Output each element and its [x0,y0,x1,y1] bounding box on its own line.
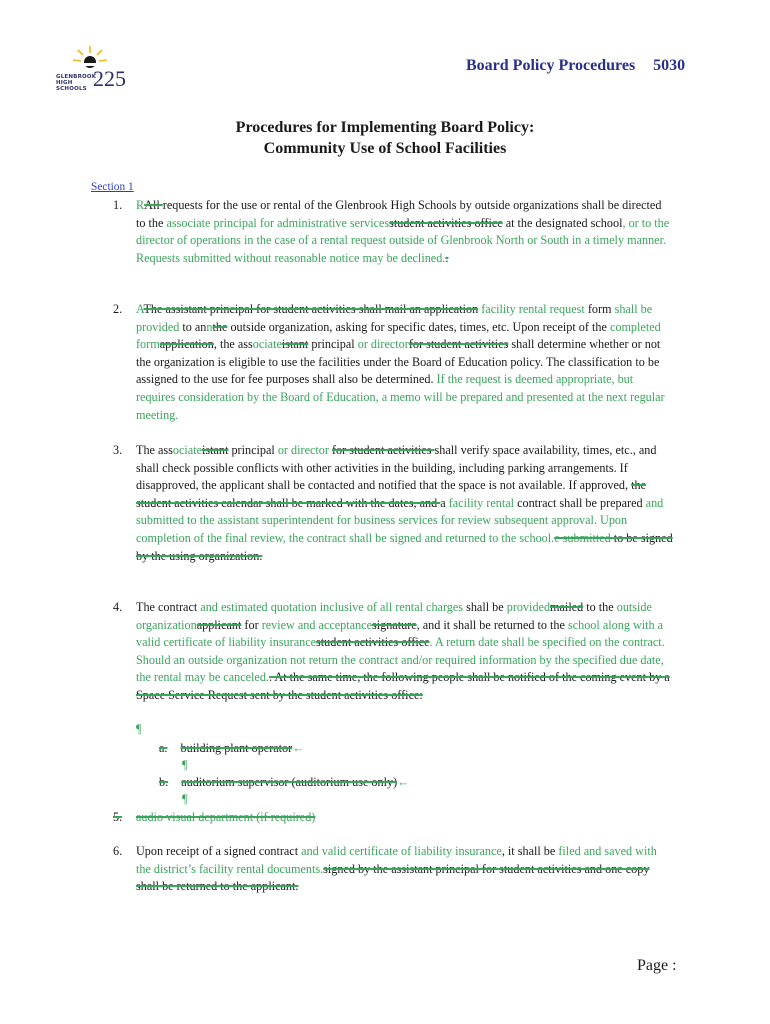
pilcrow-mark: ¶ [182,758,188,772]
line-break-arrow-icon: ← [397,775,410,789]
title-line-2: Community Use of School Facilities [263,140,507,157]
item-text: The contract and estimated quotation inclusive of all rental charges shall be providedmailed to the outside organizationapplicant for review and acceptancesignature, and it shall be returned to the school along with a valid certificate of liability insurancestudent activities office. A return date shall be specified on the contract. Should an outside organization not return the contract and/or required information by the specified due date, the rental may be canceled.. At the same time, the following people shall be notified of the coming event by a Space Service Request sent by the student activities office: [136,600,670,702]
policy-code: 5030 [653,57,686,74]
item-number: 1. [113,198,123,212]
section-label: Section 1 [91,181,134,193]
list-item [113,301,673,424]
list-item [113,197,673,267]
pilcrow-mark: ¶ [182,792,188,806]
item-text: AThe assistant principal for student activities shall mail an application facility rental request form shall be provided to annthe outside organization, asking for specific dates, times, etc. Upon receipt of the completed formapplication, the associateistant principal or directorfor student activities shall determine whether or not the organization is eligible to use the facilities under the Board of Education policy. The classification to be assigned to the use for fee purposes shall also be determined. If the request is deemed appropriate, but requires consideration by the Board of Education, a memo will be prepared and presented at the next regular meeting. [136,302,665,422]
sub-item-letter: a. [159,741,168,755]
item-number: 2. [113,302,123,316]
item-text: RAll requests for the use or rental of the Glenbrook High Schools by outside organizations shall be directed to the associate principal for administrative servicesstudent activities office at the designated school, or to the director of operations in the case of a rental request outside of Glenbrook North or South in a timely manner. Requests submitted without reasonable notice may be declined.. [136,198,670,265]
sub-item [159,774,409,792]
sub-item [159,740,304,758]
list-item [113,442,673,565]
item-number: 5. [113,810,123,824]
line-break-arrow-icon: ← [292,741,305,755]
item-number: 6. [113,844,123,858]
pilcrow-mark: ¶ [136,722,142,736]
header-title: Board Policy Procedures [466,57,636,74]
logo-text: GLENBROOK HIGH SCHOOLS [56,74,97,92]
sub-item-letter: b. [159,775,169,789]
list-item [113,809,673,827]
logo-district-number: 225 [93,66,126,91]
item-text: The associateistant principal or director for student activities shall verify space availability, times, etc., and shall check possible conflicts with other activities in the building, including parking arrangements. If disapproved, the applicant shall be contacted and notified that the space is not available. If approved, the student activities calendar shall be marked with the dates, and a facility rental contract shall be prepared and submitted to the assistant superintendent for business services for review subsequent approval. Upon completion of the final review, the contract shall be signed and returned to the school.e submitted to be signed by the using organization. [136,443,673,563]
document-header [466,57,685,75]
list-item [113,599,673,705]
item-text: audio visual department (if required) [136,810,316,824]
title-line-1: Procedures for Implementing Board Policy: [235,119,535,136]
list-item [113,843,673,896]
page-footer: Page : [637,957,677,974]
sub-item-text: auditorium supervisor (auditorium use only) [181,775,398,789]
item-number: 4. [113,600,123,614]
item-number: 3. [113,443,123,457]
district-logo [56,44,128,92]
document-title [90,117,680,159]
sub-item-text: building plant operator [180,741,293,755]
item-text: Upon receipt of a signed contract and valid certificate of liability insurance, it shall be filed and saved with the district’s facility rental documents.signed by the assistant principal for student activities and one copy shall be returned to the applicant. [136,844,657,894]
